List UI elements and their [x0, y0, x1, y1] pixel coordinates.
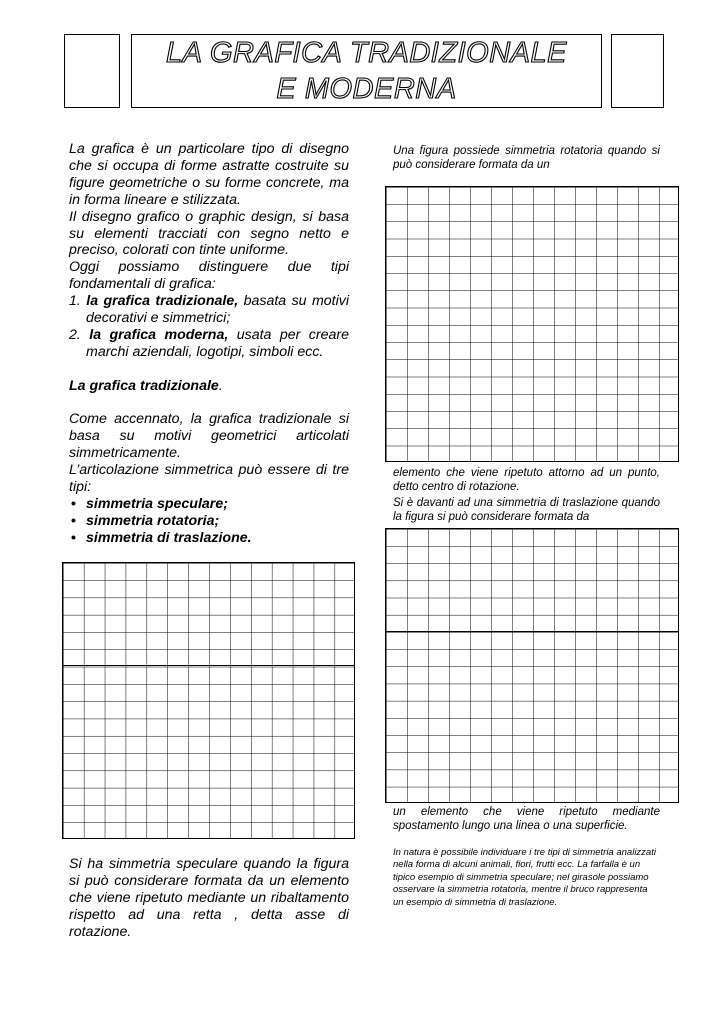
specular-paragraph: Si ha simmetria speculare quando la figura si può considerare formata da un elemento che viene ripetuto mediante un ribaltamento rispetto ad una retta , detta asse di rotazione.	[69, 856, 349, 940]
page-title-line-1: LA GRAFICA TRADIZIONALE	[166, 37, 567, 69]
types-intro-paragraph: Oggi possiamo distinguere due tipi fondamentali di grafica:	[69, 259, 349, 293]
symmetry-intro-paragraph: L’articolazione simmetrica può essere di tre tipi:	[69, 462, 349, 496]
section-heading-bold: La grafica tradizionale	[69, 377, 219, 394]
rotatoria-top-text: Una figura possiede simmetria rotatoria quando si può considerare formata da un	[393, 145, 660, 171]
header-left-box	[64, 34, 120, 108]
specular-description	[69, 856, 349, 941]
symmetry-type-item: • simmetria rotatoria;	[69, 513, 349, 530]
left-column-text	[69, 141, 349, 547]
intro-paragraph: La grafica è un particolare tipo di disegno che si occupa di forme astratte costruite su figure geometriche o su forme concrete, ma in forma lineare e stilizzata.	[69, 141, 349, 208]
rotatoria-symmetry-grid[interactable]	[385, 186, 679, 462]
type-item-2-number: 2.	[69, 326, 81, 343]
traslazione-axis-line	[385, 631, 679, 632]
header-right-box	[611, 34, 664, 108]
traslazione-symmetry-grid[interactable]	[385, 528, 679, 803]
type-item-1	[69, 293, 349, 327]
type-item-1-bold: la grafica tradizionale,	[86, 293, 239, 310]
section-heading-end: .	[218, 377, 223, 394]
type-item-1-text: basata su motivi decorativi e simmetrici;	[86, 293, 349, 327]
nature-note: In natura è possibile individuare i tre tipi di simmetria analizzati nella forma di alcuni animali, fiori, frutti ecc. La farfalla è un tipico esempio di simmetria speculare; nel girasole possiamo osservare la simmetria rotatoria, mentre il bruco rappresenta un esempio di simmetria di traslazione.	[393, 847, 656, 908]
page-title-line-2: E MODERNA	[276, 73, 457, 105]
type-item-2	[69, 327, 349, 361]
symmetry-types-list	[69, 496, 349, 547]
type-item-1-number: 1.	[69, 293, 81, 310]
section-paragraph: Come accennato, la grafica tradizionale si basa su motivi geometrici articolati simmetricamente.	[69, 411, 349, 462]
symmetry-type-item: • simmetria di traslazione.	[69, 530, 349, 547]
traslazione-top-text: Si è davanti ad una simmetria di traslazione quando la figura si può considerare formata da	[393, 497, 660, 523]
specular-axis-line	[62, 665, 355, 666]
header-title-box	[131, 34, 602, 108]
traslazione-bottom-text: un elemento che viene ripetuto mediante spostamento lungo una linea o una superficie.	[393, 806, 660, 832]
rotatoria-bottom-text: elemento che viene ripetuto attorno ad un punto, detto centro di rotazione.	[393, 467, 660, 493]
section-heading	[69, 378, 349, 395]
symmetry-type-item: • simmetria speculare;	[69, 496, 349, 513]
type-item-2-bold: la grafica moderna,	[89, 326, 229, 343]
type-item-2-text: usata per creare marchi aziendali, logotipi, simboli ecc.	[86, 326, 349, 360]
specular-symmetry-grid[interactable]	[62, 562, 355, 839]
design-paragraph: Il disegno grafico o graphic design, si basa su elementi tracciati con segno netto e preciso, colorati con tinte uniforme.	[69, 208, 349, 259]
